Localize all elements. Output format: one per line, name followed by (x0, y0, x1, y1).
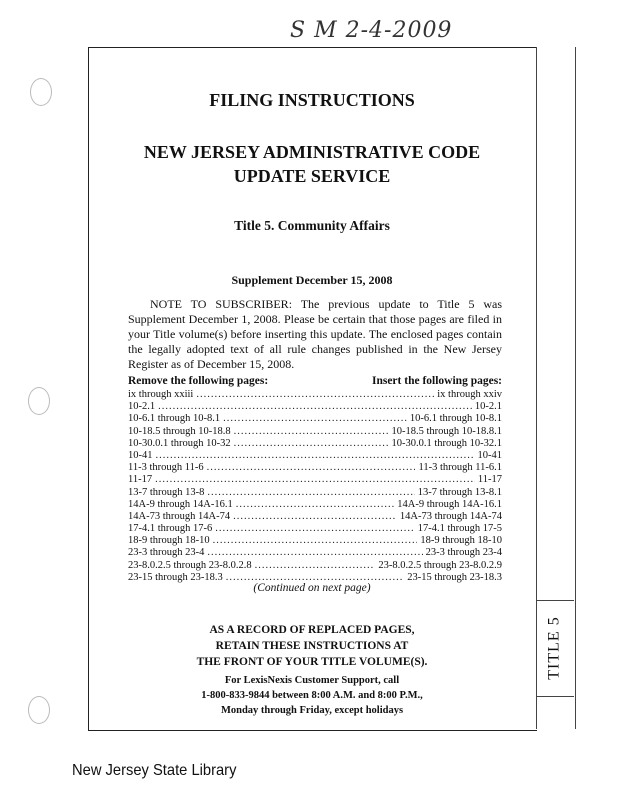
leader-dots (234, 438, 389, 450)
leader-dots (156, 450, 475, 462)
title-tab-label (536, 600, 574, 695)
leader-dots (255, 560, 376, 572)
leader-dots (207, 547, 422, 559)
table-row (128, 474, 502, 486)
handwritten-date-note: S M 2-4-2009 (290, 18, 453, 43)
record-line-3: THE FRONT OF YOUR TITLE VOLUME(S). (196, 656, 428, 668)
table-row (128, 560, 502, 572)
insert-pages: 10-30.0.1 through 10-32.1 (391, 437, 502, 449)
remove-pages: ix through xxiii (128, 389, 194, 400)
leader-dots (213, 535, 418, 547)
table-row (128, 547, 502, 559)
page-table-header (128, 375, 502, 387)
customer-support-info (88, 673, 536, 718)
insert-pages: ix through xxiv (437, 389, 502, 400)
leader-dots (158, 401, 472, 413)
table-row (128, 511, 502, 523)
remove-pages: 13-7 through 13-8 (128, 486, 205, 498)
table-row (128, 389, 502, 401)
page-table (128, 389, 502, 584)
record-instructions (88, 622, 536, 670)
insert-pages: 23-3 through 23-4 (425, 547, 502, 559)
library-stamp: New Jersey State Library (72, 762, 237, 779)
leader-dots (234, 426, 389, 438)
insert-pages: 23-8.0.2.5 through 23-8.0.2.9 (378, 559, 502, 571)
supplement-date: Supplement December 15, 2008 (231, 273, 393, 287)
leader-dots (236, 499, 395, 511)
remove-pages: 17-4.1 through 17-6 (128, 523, 213, 535)
table-row (128, 535, 502, 547)
leader-dots (207, 462, 416, 474)
remove-pages: 10-6.1 through 10-8.1 (128, 413, 221, 425)
table-row (128, 462, 502, 474)
table-row (128, 413, 502, 425)
insert-pages: 10-2.1 (474, 401, 502, 413)
insert-pages: 13-7 through 13-8.1 (417, 486, 502, 498)
insert-pages: 10-18.5 through 10-18.8.1 (391, 425, 502, 437)
leader-dots (196, 389, 434, 401)
leader-dots (207, 487, 414, 499)
code-title-line-2: UPDATE SERVICE (233, 166, 391, 186)
insert-pages: 14A-73 through 14A-74 (399, 510, 502, 522)
title-heading: Title 5. Community Affairs (234, 218, 390, 233)
support-line-3: Monday through Friday, except holidays (220, 705, 404, 716)
insert-pages: 11-3 through 11-6.1 (418, 462, 502, 474)
subscriber-note: NOTE TO SUBSCRIBER: The previous update to Title 5 was Supplement December 1, 2008. Please be certain that those pages are filed in your Title volume(s) before inserting this update. The enclosed pages contain the legally adopted text of all rule changes published in the New Jersey Register as of December 15, 2008. (128, 297, 502, 371)
binder-hole-icon (30, 78, 52, 106)
support-line-2: 1-800-833-9844 between 8:00 A.M. and 8:00 P.M., (201, 690, 423, 701)
insert-pages: 10-6.1 through 10-8.1 (409, 413, 502, 425)
table-row (128, 487, 502, 499)
remove-pages: 14A-73 through 14A-74 (128, 510, 231, 522)
insert-pages: 10-41 (477, 449, 502, 461)
insert-pages: 23-15 through 23-18.3 (407, 571, 502, 583)
table-row (128, 499, 502, 511)
record-line-2: RETAIN THESE INSTRUCTIONS AT (215, 640, 409, 652)
insert-column-header: Insert the following pages: (371, 375, 502, 387)
remove-pages: 11-17 (128, 474, 153, 486)
insert-pages: 18-9 through 18-10 (420, 535, 502, 547)
remove-pages: 10-18.5 through 10-18.8 (128, 425, 231, 437)
document-title: FILING INSTRUCTIONS (209, 90, 415, 110)
remove-pages: 11-3 through 11-6 (128, 462, 204, 474)
leader-dots (223, 413, 407, 425)
record-line-1: AS A RECORD OF REPLACED PAGES, (209, 624, 415, 636)
remove-pages: 18-9 through 18-10 (128, 535, 210, 547)
binder-hole-icon (28, 696, 50, 724)
table-row (128, 438, 502, 450)
insert-pages: 14A-9 through 14A-16.1 (397, 498, 502, 510)
leader-dots (233, 511, 397, 523)
remove-pages: 23-3 through 23-4 (128, 547, 205, 559)
insert-pages: 11-17 (477, 474, 502, 486)
remove-column-header: Remove the following pages: (128, 375, 269, 387)
table-row (128, 426, 502, 438)
remove-pages: 23-8.0.2.5 through 23-8.0.2.8 (128, 559, 252, 571)
title-tab-text: TITLE 5 (546, 615, 564, 680)
continued-note: (Continued on next page) (253, 582, 371, 594)
insert-pages: 17-4.1 through 17-5 (417, 523, 502, 535)
code-title-line-1: NEW JERSEY ADMINISTRATIVE CODE (143, 142, 481, 162)
remove-pages: 23-15 through 23-18.3 (128, 571, 223, 583)
table-row (128, 450, 502, 462)
leader-dots (215, 523, 414, 535)
remove-pages: 10-41 (128, 449, 153, 461)
leader-dots (155, 474, 475, 486)
table-row (128, 401, 502, 413)
binder-hole-icon (28, 387, 50, 415)
table-row (128, 523, 502, 535)
support-line-1: For LexisNexis Customer Support, call (224, 675, 400, 686)
code-title (88, 140, 536, 188)
remove-pages: 10-2.1 (128, 401, 156, 413)
remove-pages: 10-30.0.1 through 10-32 (128, 437, 231, 449)
remove-pages: 14A-9 through 14A-16.1 (128, 498, 233, 510)
